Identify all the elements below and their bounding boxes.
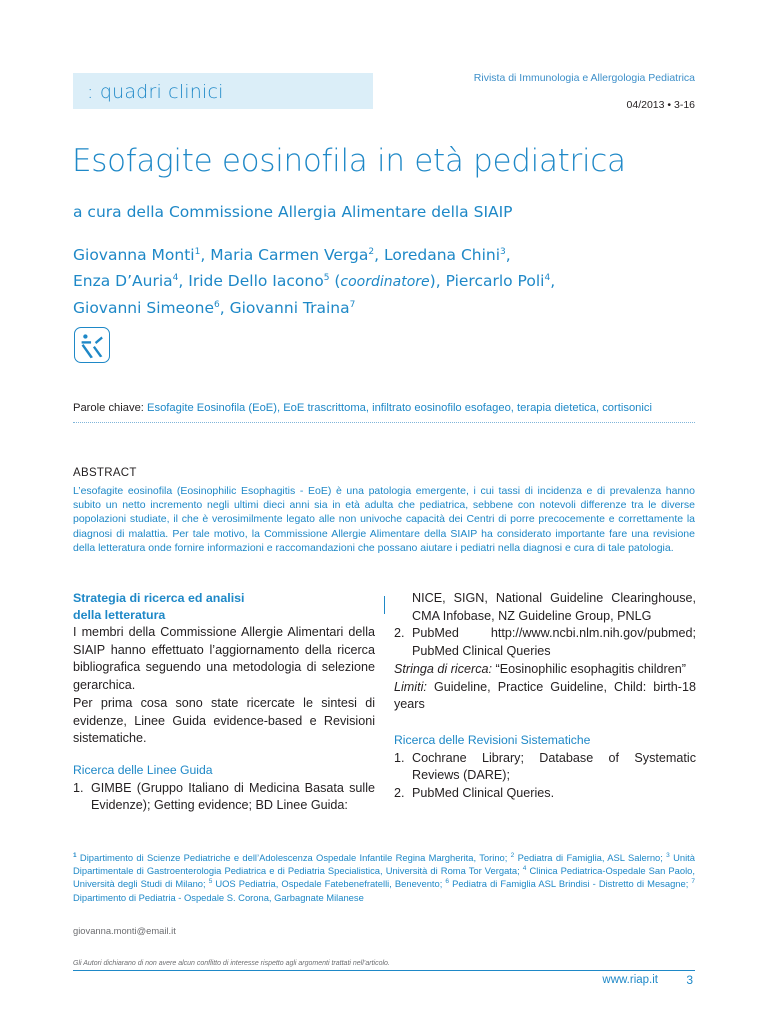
siaip-logo-icon bbox=[74, 327, 110, 363]
list-number: 1. bbox=[394, 750, 405, 765]
author-list: Giovanna Monti$^1$, Maria Carmen Verga$^2$, Loredana Chini$^3$, Enza D’Auria$^4$, Iride Dello Iacono$^5$ (coordinatore), Piercarlo Poli$^4$, Giovanni Simeone$^6$, Giovanni Traina$^7$ bbox=[73, 246, 556, 317]
page-number: 3 bbox=[686, 973, 693, 987]
list-number: 1. bbox=[73, 780, 84, 795]
list-number: 2. bbox=[394, 786, 405, 801]
author-affil: 3 bbox=[500, 246, 506, 257]
list-item bbox=[394, 625, 696, 660]
affil-number: 4 bbox=[522, 865, 527, 873]
limits bbox=[394, 679, 696, 714]
author-affil: 1 bbox=[194, 246, 201, 257]
list-text: PubMed Clinical Queries. bbox=[412, 786, 555, 801]
subsection-heading: Ricerca delle Linee Guida bbox=[73, 762, 213, 777]
affil-number: 2 bbox=[510, 851, 515, 859]
keywords-list: Esofagite Eosinofila (EoE), EoE trascrittoma, infiltrato eosinofilo esofageo, terapia dietetica, cortisonici bbox=[147, 402, 652, 414]
section-heading bbox=[73, 590, 375, 624]
author-affil: 4 bbox=[544, 272, 551, 283]
author-name: Enza D’Auria bbox=[73, 272, 173, 290]
conflict-disclaimer: Gli Autori dichiarano di non avere alcun conflitto di interesse rispetto agli argomenti trattati nell’articolo. bbox=[73, 960, 390, 967]
right-column bbox=[394, 590, 696, 803]
list-item bbox=[73, 780, 375, 815]
search-value: “Eosinophilic esophagitis children” bbox=[492, 661, 686, 676]
author-email[interactable]: giovanna.monti@email.it bbox=[73, 925, 176, 936]
affil-number: 5 bbox=[208, 878, 213, 886]
affil-text: Pediatra di Famiglia, ASL Salerno; bbox=[514, 852, 667, 863]
affil-text: UOS Pediatria, Ospedale Fatebenefratelli, Benevento; bbox=[212, 878, 446, 890]
keywords bbox=[73, 402, 698, 414]
affil-number: 6 bbox=[445, 878, 450, 886]
affil-number: 7 bbox=[691, 878, 695, 886]
list-text: PubMed http://www.ncbi.nlm.nih.gov/pubmed; PubMed Clinical Queries bbox=[412, 626, 696, 659]
affiliations bbox=[73, 851, 695, 904]
author-name: Giovanna Monti bbox=[73, 246, 195, 264]
limits-value: Guideline, Practice Guideline, Child: birth-18 years bbox=[394, 679, 696, 712]
subsection-heading: Ricerca delle Revisioni Sistematiche bbox=[394, 732, 591, 747]
heading-line: della letteratura bbox=[73, 608, 166, 622]
keywords-divider bbox=[73, 422, 695, 423]
search-label: Stringa di ricerca: bbox=[394, 661, 492, 676]
journal-name: Rivista di Immunologia e Allergologia Pediatrica bbox=[473, 72, 695, 84]
footer-website-link[interactable]: www.riap.it bbox=[602, 974, 658, 986]
article-subtitle: a cura della Commissione Allergia Alimentare della SIAIP bbox=[73, 203, 513, 221]
footer-divider bbox=[73, 970, 695, 971]
author-affil: 5 bbox=[323, 272, 330, 283]
issue-info: 04/2013 • 3-16 bbox=[626, 99, 695, 111]
affil-text: Pediatra di Famiglia ASL Brindisi - Distretto di Mesagne; bbox=[449, 878, 692, 890]
heading-line: Strategia di ricerca ed analisi bbox=[73, 591, 245, 605]
affil-text: Dipartimento di Scienze Pediatriche e dell’Adolescenza Ospedale Infantile Regina Margherita, Torino; bbox=[76, 852, 511, 863]
keywords-label: Parole chiave: bbox=[73, 402, 148, 414]
left-column bbox=[73, 590, 375, 815]
author-name: Giovanni Simeone bbox=[73, 299, 214, 317]
article-title: Esofagite eosinofila in età pediatrica bbox=[72, 143, 626, 179]
abstract-heading: ABSTRACT bbox=[73, 467, 137, 479]
author-affil: 7 bbox=[349, 299, 356, 310]
affil-number: 3 bbox=[666, 851, 670, 859]
paragraph: I membri della Commissione Allergie Alimentari della SIAIP hanno effettuato l’aggiornamento della ricerca bibliografica seguendo una metodologia di selezione gerarchica. bbox=[73, 625, 375, 693]
list-number: 2. bbox=[394, 626, 405, 641]
coordinator-note: coordinatore bbox=[340, 274, 430, 290]
list-item bbox=[394, 750, 696, 785]
list-item bbox=[394, 785, 696, 803]
author-name: Loredana Chini bbox=[383, 246, 501, 264]
affil-text: Dipartimento di Pediatria - Ospedale S. Corona, Garbagnate Milanese bbox=[73, 891, 364, 903]
author-affil: 2 bbox=[368, 246, 375, 257]
paragraph: Per prima cosa sono state ricercate le sintesi di evidenze, Linee Guida evidence-based e Revisioni sistematiche. bbox=[73, 695, 375, 746]
limits-label: Limiti: bbox=[394, 679, 427, 694]
author-affil: 6 bbox=[213, 299, 220, 310]
author-name: Iride Dello Iacono bbox=[188, 272, 324, 290]
column-divider bbox=[384, 596, 385, 614]
section-tag: : quadri clinici bbox=[73, 73, 373, 109]
affil-text: Unità Dipartimentale di Gastroenterologia Pediatrica e di Pediatria Specialistica, Università di Roma Tor Vergata; bbox=[73, 852, 695, 877]
siaip-logo-graphic bbox=[75, 328, 109, 362]
search-string bbox=[394, 661, 696, 679]
list-text: GIMBE (Gruppo Italiano di Medicina Basata sulle Evidenze); Getting evidence; BD Linee Guida: bbox=[91, 780, 375, 813]
author-affil: 4 bbox=[172, 272, 179, 283]
author-name: Giovanni Traina bbox=[229, 299, 350, 317]
abstract-text: L’esofagite eosinofila (Eosinophilic Esophagitis - EoE) è una patologia emergente, i cui tassi di incidenza e di prevalenza hanno subito un netto incremento negli ultimi dieci anni sia in età adulta che pediatrica, sebbene con notevoli differenze tra le diverse popolazioni studiate, il che è verosimilmente legato alle non univoche capacità dei Centri di porre precocemente e correttamente la diagnosi di malattia. Per tale motivo, la Commissione Allergie Alimentare della SIAIP ha considerato importante fare una revisione della letteratura onde fornire informazioni e raccomandazioni che possano aiutare i pediatri nella diagnosi e cura di tale patologia. bbox=[73, 485, 695, 554]
list-continuation: NICE, SIGN, National Guideline Clearinghouse, CMA Infobase, NZ Guideline Group, PNLG bbox=[412, 591, 696, 623]
affil-text: Clinica Pediatrica-Ospedale San Paolo, Università degli Studi di Milano; bbox=[73, 865, 696, 890]
author-name: Piercarlo Poli bbox=[445, 272, 545, 290]
list-text: Cochrane Library; Database of Systematic Reviews (DARE); bbox=[412, 750, 696, 783]
affil-number: 1 bbox=[73, 851, 77, 859]
author-name: Maria Carmen Verga bbox=[210, 246, 369, 264]
